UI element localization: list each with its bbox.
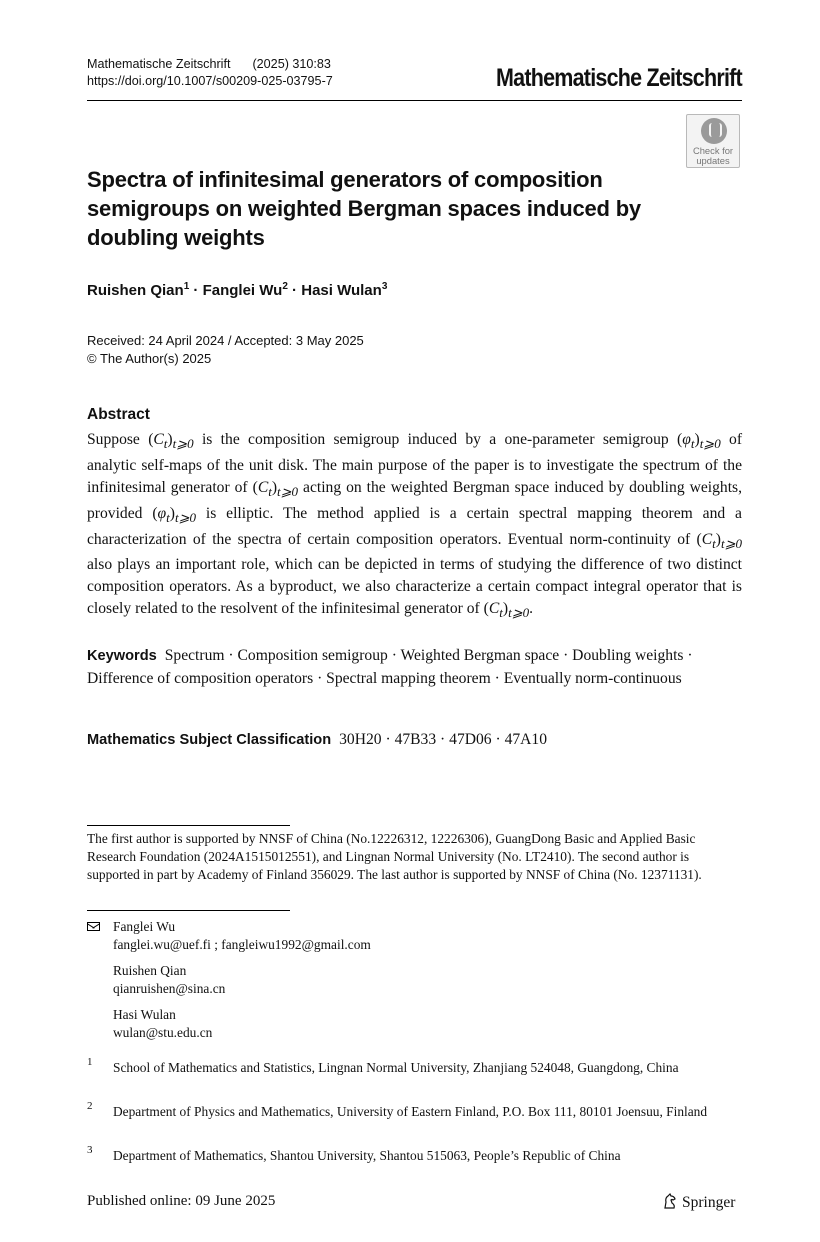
math-ct: $(C_t)_{t⩾0}$ [252, 478, 299, 499]
journal-name: Mathematische Zeitschrift [87, 57, 231, 71]
affiliation-number: 2 [87, 1100, 93, 1112]
math-ct: $(C_t)_{t⩾0}$ [696, 530, 742, 551]
footnote-rule [87, 910, 290, 911]
abstract-segment: of analytic self-maps of the unit disk. The main purpose of the paper is to investigate the spectrum of the infinitesimal generator of [87, 431, 743, 496]
received-accepted: Received: 24 April 2024 / Accepted: 3 May 2025 [87, 333, 364, 348]
author-list [87, 281, 387, 299]
author-sup: 3 [381, 281, 388, 292]
author-sup: 2 [282, 281, 288, 292]
author-name[interactable]: Fanglei Wu [202, 282, 283, 299]
keywords-label: Keywords [87, 648, 157, 664]
correspondence-entry [113, 918, 371, 954]
correspondence-name: Hasi Wulan [113, 1007, 176, 1022]
publisher-name: Springer [682, 1194, 736, 1211]
math-phi: $(\varphi_t)_{t⩾0}$ [677, 431, 721, 452]
correspondence-name: Ruishen Qian [113, 963, 187, 978]
abstract-segment: Suppose [87, 431, 149, 448]
abstract-segment: acting on the weighted Bergman space induced by doubling weights, provided [87, 478, 742, 522]
abstract-segment: also plays an important role, which can be depicted in terms of studying the difference of two distinct composition operators. As a byproduct, we also characterize a certain compact integral operator that is closely related to the resolvent of the infinitesimal generator of [87, 556, 742, 618]
author-name[interactable]: Hasi Wulan [301, 282, 382, 299]
keywords [87, 645, 727, 690]
published-online: Published online: 09 June 2025 [87, 1193, 276, 1209]
subject-classification [87, 731, 547, 749]
affiliation-number: 1 [87, 1056, 93, 1068]
abstract-segment: . [529, 600, 533, 618]
check-updates-line2: updates [696, 154, 730, 166]
correspondence-email[interactable]: fanglei.wu@uef.fi ; fangleiwu1992@gmail.com [113, 937, 371, 952]
correspondence-email[interactable]: qianruishen@sina.cn [113, 981, 226, 996]
keywords-text: Spectrum · Composition semigroup · Weighted Bergman space · Doubling weights · Difference of composition operators · Spectral mapping theorem · Eventually norm-continuous [87, 647, 693, 687]
check-for-updates-icon [701, 118, 727, 144]
affiliation-number: 3 [87, 1144, 93, 1156]
copyright: © The Author(s) 2025 [87, 351, 212, 366]
author-separator: · [189, 282, 203, 299]
msc-codes: 30H20 · 47B33 · 47D06 · 47A10 [339, 731, 548, 748]
author-separator: · [287, 282, 302, 299]
math-ct: $(C_t)_{t⩾0}$ [483, 600, 530, 621]
abstract-segment: is the composition semigroup induced by a one-parameter semigroup [193, 431, 678, 448]
header-citation [87, 56, 333, 90]
abstract-heading: Abstract [87, 406, 150, 423]
funding-note: The first author is supported by NNSF of China (No.12226312, 12226306), GuangDong Basic and Applied Basic Research Foundation (2024A1515012551), and Lingnan Normal University (No. LT2410). The second author is supported in part by Academy of Finland 356029. The last author is supported by NNSF of China (No. 12371131). [87, 831, 702, 882]
abstract-segment: is elliptic. The method applied is a certain spectral mapping theorem and a characterization of the spectra of certain composition operators. Eventual norm-continuity of [87, 504, 742, 548]
journal-logo: Mathematische Zeitschrift [496, 64, 742, 92]
springer-horse-icon [663, 1193, 677, 1209]
footnote-rule [87, 825, 290, 826]
article-dates [87, 332, 364, 368]
citation: (2025) 310:83 [252, 57, 331, 71]
author-sup: 1 [183, 281, 190, 292]
springer-logo [663, 1193, 735, 1212]
header-rule [87, 100, 742, 101]
correspondence-name: Fanglei Wu [113, 919, 176, 934]
abstract-text [87, 429, 742, 624]
author-name[interactable]: Ruishen Qian [87, 282, 184, 299]
correspondence-email[interactable]: wulan@stu.edu.cn [113, 1025, 213, 1040]
affiliation-text: School of Mathematics and Statistics, Lingnan Normal University, Zhanjiang 524048, Guangdong, China [113, 1060, 679, 1075]
check-for-updates-button[interactable] [686, 114, 740, 168]
msc-label: Mathematics Subject Classification [87, 732, 332, 748]
correspondence-entry [113, 1006, 212, 1042]
paper-title: Spectra of infinitesimal generators of composition semigroups on weighted Bergman spaces induced by doubling weights [87, 167, 641, 250]
doi-link[interactable]: https://doi.org/10.1007/s00209-025-03795-7 [87, 74, 333, 88]
math-phi: $(\varphi_t)_{t⩾0}$ [152, 504, 196, 525]
affiliation-text: Department of Mathematics, Shantou University, Shantou 515063, People’s Republic of China [113, 1148, 621, 1163]
affiliation-text: Department of Physics and Mathematics, University of Eastern Finland, P.O. Box 111, 80101 Joensuu, Finland [113, 1104, 708, 1119]
math-ct: $(C_t)_{t⩾0}$ [148, 431, 194, 452]
correspondence-entry [113, 962, 225, 998]
envelope-icon [87, 922, 100, 931]
check-updates-line1: Check for [692, 145, 734, 156]
